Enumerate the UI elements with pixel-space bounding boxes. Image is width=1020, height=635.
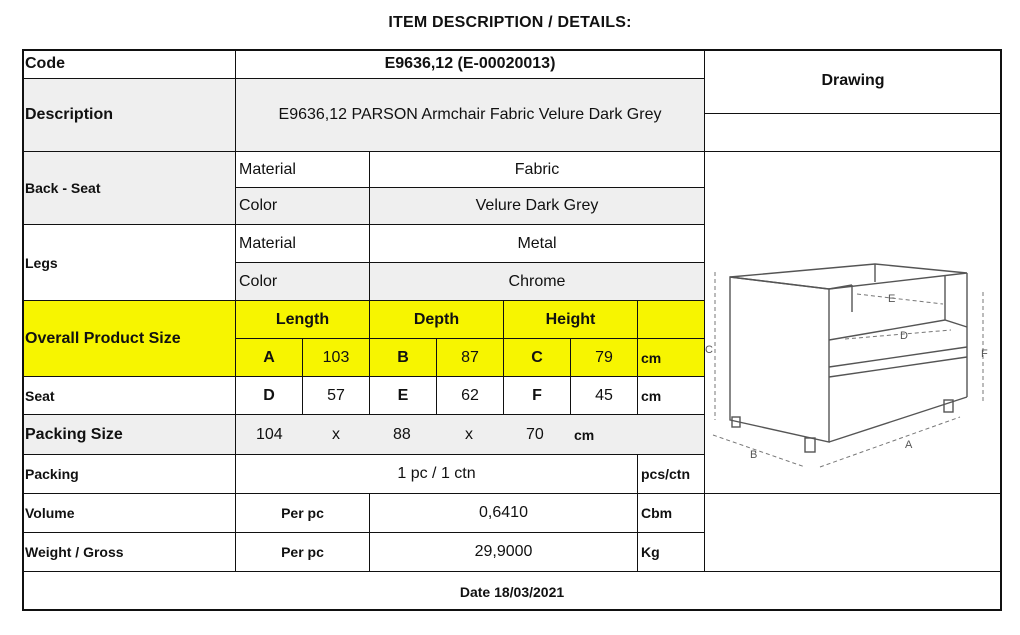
dim-e-letter: E [370,377,437,415]
packing-size-values [236,415,705,455]
diagram-label-a: A [905,439,913,451]
diagram-label-d: D [900,330,908,342]
item-details-table [22,49,1002,611]
dim-a-value: 103 [303,339,370,377]
description-value: E9636,12 PARSON Armchair Fabric Velure Dark Grey [236,79,705,152]
legs-color-value: Chrome [370,263,705,301]
packing-size-unit: cm [574,426,595,443]
depth-header: Depth [370,301,504,339]
description-label: Description [22,79,236,152]
dim-c-value: 79 [571,339,638,377]
diagram-label-e: E [888,293,896,305]
seat-unit: cm [638,377,705,415]
date-footer: Date 18/03/2021 [22,572,1002,611]
packing-x2: x [465,425,473,443]
legs-material-value: Metal [370,225,705,263]
page-title: ITEM DESCRIPTION / DETAILS: [388,14,632,31]
weight-unit: Kg [638,533,705,572]
armchair-drawing [705,152,1002,572]
dim-d-letter: D [236,377,303,415]
dim-c-letter: C [504,339,571,377]
dim-b-letter: B [370,339,437,377]
height-header: Height [504,301,638,339]
packing-label: Packing [22,455,236,494]
weight-value: 29,9000 [370,533,638,572]
drawing-label: Drawing [705,49,1002,114]
diagram-label-b: B [750,449,758,461]
dim-f-value: 45 [571,377,638,415]
seat-label: Seat [22,377,236,415]
armchair-sketch-icon [705,152,1002,494]
volume-label: Volume [22,494,236,533]
packing-x1: x [332,425,340,443]
volume-value: 0,6410 [370,494,638,533]
legs-label: Legs [22,225,236,301]
packing-unit: pcs/ctn [638,455,705,494]
back-seat-material-value: Fabric [370,152,705,188]
dim-a-letter: A [236,339,303,377]
length-header: Length [236,301,370,339]
code-value: E9636,12 (E-00020013) [236,49,705,79]
code-label: Code [22,49,236,79]
overall-header-unit [638,301,705,339]
diagram-label-c: C [705,344,713,356]
back-seat-color-value: Velure Dark Grey [370,188,705,225]
dim-f-letter: F [504,377,571,415]
back-seat-color-label: Color [236,188,370,225]
back-seat-label: Back - Seat [22,152,236,225]
legs-color-label: Color [236,263,370,301]
packing-value: 1 pc / 1 ctn [236,455,638,494]
packing-size-label: Packing Size [22,415,236,455]
weight-label: Weight / Gross [22,533,236,572]
packing-length: 104 [256,425,283,443]
overall-unit: cm [638,339,705,377]
legs-material-label: Material [236,225,370,263]
overall-size-label: Overall Product Size [22,301,236,377]
diagram-label-f: F [981,348,988,360]
weight-per: Per pc [236,533,370,572]
volume-unit: Cbm [638,494,705,533]
drawing-spacer [705,114,1002,152]
dim-d-value: 57 [303,377,370,415]
packing-width: 88 [393,425,411,443]
packing-height: 70 [526,425,544,443]
back-seat-material-label: Material [236,152,370,188]
volume-per: Per pc [236,494,370,533]
dim-e-value: 62 [437,377,504,415]
dim-b-value: 87 [437,339,504,377]
